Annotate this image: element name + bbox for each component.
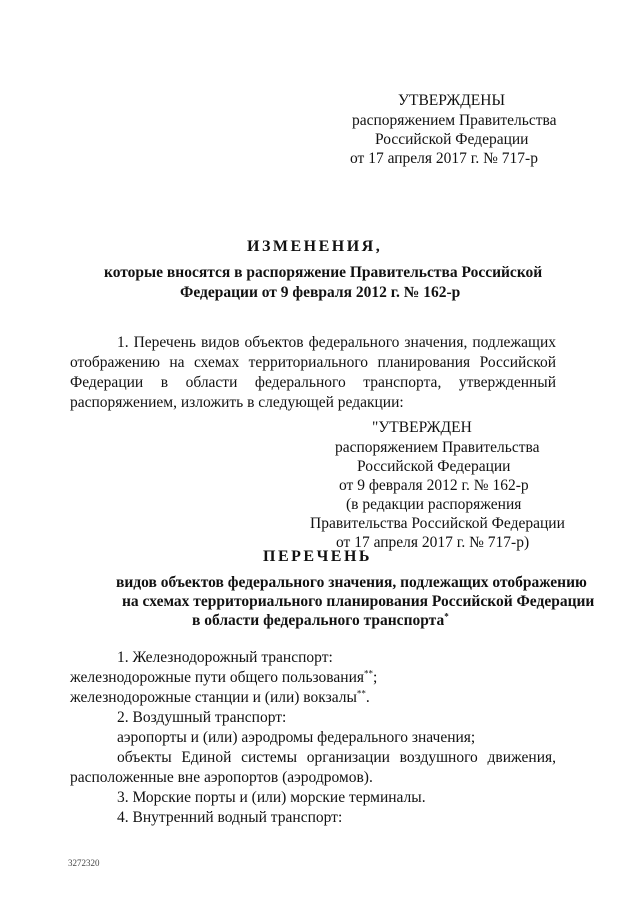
inner-approval-heading: "УТВЕРЖДЕН xyxy=(372,419,472,436)
inner-approval-line: распоряжением Правительства xyxy=(335,439,540,456)
paragraph-line: отображению на схемах территориального планирования Российской xyxy=(70,354,556,371)
changes-subtitle-line: Федерации от 9 февраля 2012 г. № 162-р xyxy=(180,284,461,301)
inner-approval-line: Российской Федерации xyxy=(357,458,511,475)
list-item-punct: . xyxy=(365,689,370,706)
list-item: аэропорты и (или) аэродромы федерального значения; xyxy=(117,729,476,746)
approval-line: распоряжением Правительства xyxy=(352,112,557,129)
paragraph-line: 1. Перечень видов объектов федерального значения, подлежащих xyxy=(117,334,556,351)
list-subtitle-line: видов объектов федерального значения, подлежащих отображению xyxy=(116,574,587,591)
list-title: ПЕРЕЧЕНЬ xyxy=(263,548,372,565)
list-subtitle-line xyxy=(192,611,449,631)
inner-approval-line: от 17 апреля 2017 г. № 717-р) xyxy=(336,534,530,551)
paragraph-line: распоряжением, изложить в следующей редакции: xyxy=(70,394,404,411)
list-item: 2. Воздушный транспорт: xyxy=(117,709,287,726)
list-item xyxy=(70,668,377,688)
list-item: 1. Железнодорожный транспорт: xyxy=(117,649,333,666)
list-item: 3. Морские порты и (или) морские терминалы. xyxy=(117,789,426,806)
inner-approval-line: (в редакции распоряжения xyxy=(346,496,522,513)
list-item: расположенные вне аэропортов (аэродромов). xyxy=(70,769,373,786)
footnote-mark: ** xyxy=(356,688,366,699)
inner-approval-line: Правительства Российской Федерации xyxy=(310,515,565,532)
list-item: 4. Внутренний водный транспорт: xyxy=(117,809,343,826)
list-subtitle-text: в области федерального транспорта xyxy=(192,612,445,629)
changes-subtitle-line: которые вносятся в распоряжение Правительства Российской xyxy=(104,264,543,281)
list-item-text: железнодорожные станции и (или) вокзалы xyxy=(70,689,357,706)
footnote-mark: ** xyxy=(364,668,374,679)
footer-code: 3272320 xyxy=(68,858,100,868)
approval-line: Российской Федерации xyxy=(375,131,529,148)
list-item-text: железнодорожные пути общего пользования xyxy=(70,669,365,686)
approval-line: от 17 апреля 2017 г. № 717-р xyxy=(350,150,538,167)
footnote-mark: * xyxy=(444,611,449,622)
list-item xyxy=(70,688,370,708)
changes-title: ИЗМЕНЕНИЯ, xyxy=(247,238,383,255)
paragraph-line: Федерации в области федерального транспорта, утвержденный xyxy=(70,374,556,391)
list-item-punct: ; xyxy=(373,669,378,686)
list-subtitle-line: на схемах территориального планирования Российской Федерации xyxy=(122,593,595,610)
approval-heading: УТВЕРЖДЕНЫ xyxy=(398,92,505,109)
inner-approval-line: от 9 февраля 2012 г. № 162-р xyxy=(339,477,529,494)
list-item: объекты Единой системы организации воздушного движения, xyxy=(117,749,556,766)
